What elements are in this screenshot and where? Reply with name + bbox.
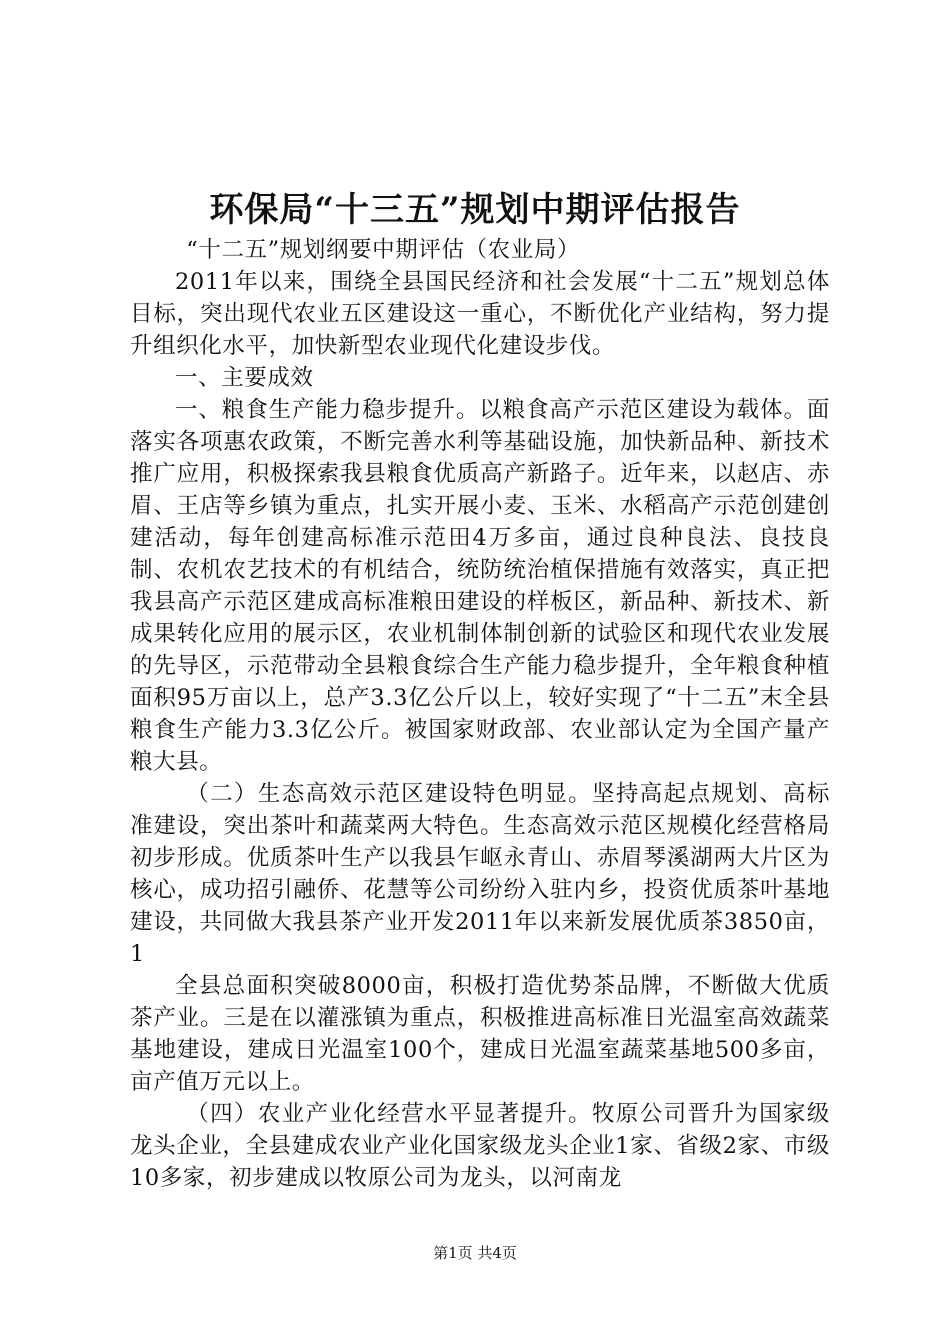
document-title: 环保局“十三五”规划中期评估报告 xyxy=(209,190,741,230)
paragraph-grain-production: 一、粮食生产能力稳步提升。以粮食高产示范区建设为载体。面落实各项惠农政策，不断完善水利等基础设施，加快新品种、新技术推广应用，积极探索我县粮食优质高产新路子。近年来，以赵店、赤眉、王店等乡镇为重点，扎实开展小麦、玉米、水稻高产示范创建创建活动，每年创建高标准示范田4万多亩，通过良种良法、良技良制、农机农艺技术的有机结合，统防统治植保措施有效落实，真正把我县高产示范区建成高标准粮田建设的样板区，新品种、新技术、新成果转化应用的展示区，农业机制体制创新的试验区和现代农业发展的先导区，示范带动全县粮食综合生产能力稳步提升，全年粮食种植面积95万亩以上，总产3.3亿公斤以上，较好实现了“十二五”末全县粮食生产能力3.3亿公斤。被国家财政部、农业部认定为全国产量产粮大县。 xyxy=(130,397,830,775)
paragraph-agri-industrialization: （四）农业产业化经营水平显著提升。牧原公司晋升为国家级龙头企业，全县建成农业产业化国家级龙头企业1家、省级2家、市级10多家，初步建成以牧原公司为龙头，以河南龙 xyxy=(130,1101,830,1191)
paragraph-intro: 2011年以来，围绕全县国民经济和社会发展“十二五”规划总体目标，突出现代农业五区建设这一重心，不断优化产业结构，努力提升组织化水平，加快新型农业现代化建设步伐。 xyxy=(130,269,830,359)
page-number-footer: 第1页 共4页 xyxy=(433,1244,517,1262)
paragraph-tea-vegetables: 全县总面积突破8000亩，积极打造优势茶品牌，不断做大优质茶产业。三是在以灌涨镇为重点，积极推进高标准日光温室高效蔬菜基地建设，建成日光温室100个，建成日光温室蔬菜基地500多亩，亩产值万元以上。 xyxy=(130,973,830,1095)
paragraph-ecological-demo-zone: （二）生态高效示范区建设特色明显。坚持高起点规划、高标准建设，突出茶叶和蔬菜两大特色。生态高效示范区规模化经营格局初步形成。优质茶叶生产以我县乍岖永青山、赤眉琴溪湖两大片区为核心，成功招引融侨、花慧等公司纷纷入驻内乡，投资优质茶叶基地建设，共同做大我县茶产业开发2011年以来新发展优质茶3850亩，1 xyxy=(130,781,830,967)
section-heading-main-results: 一、主要成效 xyxy=(175,365,314,391)
document-body xyxy=(130,234,830,1194)
document-subtitle: “十二五”规划纲要中期评估（农业局） xyxy=(186,237,581,263)
